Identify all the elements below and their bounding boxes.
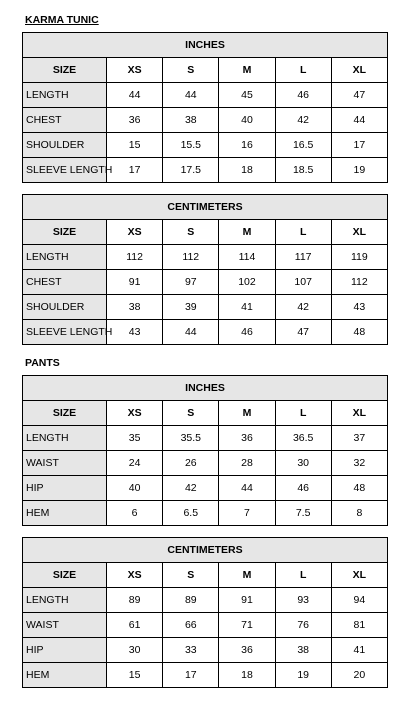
table-cell: 76: [275, 613, 331, 638]
table-cell: 15: [107, 133, 163, 158]
table-cell: 17.5: [163, 158, 219, 183]
table-cell: 35.5: [163, 426, 219, 451]
row-label: WAIST: [23, 451, 107, 476]
size-row: [23, 220, 388, 245]
table-cell: 112: [107, 245, 163, 270]
table-cell: 6.5: [163, 501, 219, 526]
row-label: WAIST: [23, 613, 107, 638]
unit-header: CENTIMETERS: [23, 538, 388, 563]
table-cell: 117: [275, 245, 331, 270]
size-m: M: [219, 563, 275, 588]
table-row: [23, 426, 388, 451]
table-cell: 7: [219, 501, 275, 526]
table-cell: 97: [163, 270, 219, 295]
table-cell: 20: [331, 663, 387, 688]
table-cell: 48: [331, 476, 387, 501]
table-cell: 26: [163, 451, 219, 476]
section-title-karma-tunic: KARMA TUNIC: [25, 14, 99, 26]
table-row: [23, 270, 388, 295]
table-row: [23, 133, 388, 158]
unit-header-row: [23, 33, 388, 58]
table-cell: 61: [107, 613, 163, 638]
table-cell: 41: [331, 638, 387, 663]
size-m: M: [219, 220, 275, 245]
table-cell: 41: [219, 295, 275, 320]
row-label: HIP: [23, 638, 107, 663]
table-cell: 36.5: [275, 426, 331, 451]
table-cell: 30: [275, 451, 331, 476]
size-row: [23, 563, 388, 588]
table-cell: 7.5: [275, 501, 331, 526]
table-cell: 38: [107, 295, 163, 320]
table-cell: 46: [275, 476, 331, 501]
row-label: HEM: [23, 501, 107, 526]
size-table-tunic-inches: [22, 32, 388, 183]
table-row: [23, 83, 388, 108]
table-cell: 102: [219, 270, 275, 295]
row-label: SLEEVE LENGTH: [23, 158, 107, 183]
size-s: S: [163, 563, 219, 588]
table-cell: 44: [107, 83, 163, 108]
size-s: S: [163, 58, 219, 83]
table-cell: 91: [107, 270, 163, 295]
table-cell: 15: [107, 663, 163, 688]
size-xs: XS: [107, 401, 163, 426]
size-label: SIZE: [23, 563, 107, 588]
table-row: [23, 663, 388, 688]
unit-header: INCHES: [23, 33, 388, 58]
table-row: [23, 158, 388, 183]
table-cell: 17: [331, 133, 387, 158]
table-cell: 46: [219, 320, 275, 345]
table-cell: 112: [331, 270, 387, 295]
table-cell: 40: [219, 108, 275, 133]
table-cell: 44: [163, 83, 219, 108]
table-cell: 89: [107, 588, 163, 613]
row-label: LENGTH: [23, 588, 107, 613]
table-cell: 36: [219, 638, 275, 663]
size-xl: XL: [331, 563, 387, 588]
size-s: S: [163, 220, 219, 245]
table-cell: 38: [275, 638, 331, 663]
table-cell: 43: [331, 295, 387, 320]
size-table-pants-inches: [22, 375, 388, 526]
table-cell: 42: [163, 476, 219, 501]
table-cell: 17: [107, 158, 163, 183]
table-cell: 44: [331, 108, 387, 133]
table-cell: 30: [107, 638, 163, 663]
table-cell: 119: [331, 245, 387, 270]
size-row: [23, 58, 388, 83]
size-l: L: [275, 401, 331, 426]
table-cell: 89: [163, 588, 219, 613]
table-cell: 112: [163, 245, 219, 270]
size-l: L: [275, 58, 331, 83]
table-cell: 94: [331, 588, 387, 613]
table-cell: 48: [331, 320, 387, 345]
table-cell: 18.5: [275, 158, 331, 183]
table-cell: 8: [331, 501, 387, 526]
size-label: SIZE: [23, 401, 107, 426]
size-xl: XL: [331, 58, 387, 83]
table-cell: 71: [219, 613, 275, 638]
size-label: SIZE: [23, 58, 107, 83]
row-label: CHEST: [23, 270, 107, 295]
table-row: [23, 245, 388, 270]
table-cell: 46: [275, 83, 331, 108]
size-xs: XS: [107, 58, 163, 83]
table-cell: 47: [331, 83, 387, 108]
table-cell: 81: [331, 613, 387, 638]
size-label: SIZE: [23, 220, 107, 245]
table-cell: 15.5: [163, 133, 219, 158]
table-cell: 45: [219, 83, 275, 108]
row-label: HEM: [23, 663, 107, 688]
unit-header-row: [23, 376, 388, 401]
size-table-pants-centimeters: [22, 537, 388, 688]
row-label: HIP: [23, 476, 107, 501]
table-cell: 19: [275, 663, 331, 688]
table-cell: 37: [331, 426, 387, 451]
table-cell: 107: [275, 270, 331, 295]
row-label: LENGTH: [23, 83, 107, 108]
table-cell: 17: [163, 663, 219, 688]
size-l: L: [275, 220, 331, 245]
size-xs: XS: [107, 563, 163, 588]
unit-header: CENTIMETERS: [23, 195, 388, 220]
size-s: S: [163, 401, 219, 426]
table-cell: 66: [163, 613, 219, 638]
table-row: [23, 588, 388, 613]
table-cell: 36: [219, 426, 275, 451]
row-label: SHOULDER: [23, 295, 107, 320]
table-row: [23, 613, 388, 638]
size-m: M: [219, 401, 275, 426]
table-cell: 18: [219, 663, 275, 688]
table-cell: 33: [163, 638, 219, 663]
table-cell: 93: [275, 588, 331, 613]
table-row: [23, 638, 388, 663]
table-cell: 24: [107, 451, 163, 476]
table-row: [23, 476, 388, 501]
table-cell: 36: [107, 108, 163, 133]
table-cell: 91: [219, 588, 275, 613]
size-l: L: [275, 563, 331, 588]
unit-header-row: [23, 195, 388, 220]
row-label: SHOULDER: [23, 133, 107, 158]
size-m: M: [219, 58, 275, 83]
table-cell: 6: [107, 501, 163, 526]
table-cell: 42: [275, 295, 331, 320]
table-cell: 16.5: [275, 133, 331, 158]
table-row: [23, 295, 388, 320]
table-row: [23, 501, 388, 526]
size-xl: XL: [331, 220, 387, 245]
unit-header: INCHES: [23, 376, 388, 401]
table-cell: 44: [219, 476, 275, 501]
table-row: [23, 451, 388, 476]
unit-header-row: [23, 538, 388, 563]
table-cell: 114: [219, 245, 275, 270]
table-cell: 32: [331, 451, 387, 476]
size-xl: XL: [331, 401, 387, 426]
table-cell: 28: [219, 451, 275, 476]
size-xs: XS: [107, 220, 163, 245]
row-label: CHEST: [23, 108, 107, 133]
table-cell: 42: [275, 108, 331, 133]
row-label: LENGTH: [23, 245, 107, 270]
row-label: LENGTH: [23, 426, 107, 451]
table-cell: 16: [219, 133, 275, 158]
table-cell: 19: [331, 158, 387, 183]
size-table-tunic-centimeters: [22, 194, 388, 345]
row-label: SLEEVE LENGTH: [23, 320, 107, 345]
table-cell: 35: [107, 426, 163, 451]
table-cell: 43: [107, 320, 163, 345]
table-cell: 18: [219, 158, 275, 183]
size-row: [23, 401, 388, 426]
section-title-pants: PANTS: [25, 357, 60, 369]
table-row: [23, 320, 388, 345]
table-cell: 39: [163, 295, 219, 320]
table-cell: 47: [275, 320, 331, 345]
table-row: [23, 108, 388, 133]
table-cell: 40: [107, 476, 163, 501]
table-cell: 44: [163, 320, 219, 345]
table-cell: 38: [163, 108, 219, 133]
